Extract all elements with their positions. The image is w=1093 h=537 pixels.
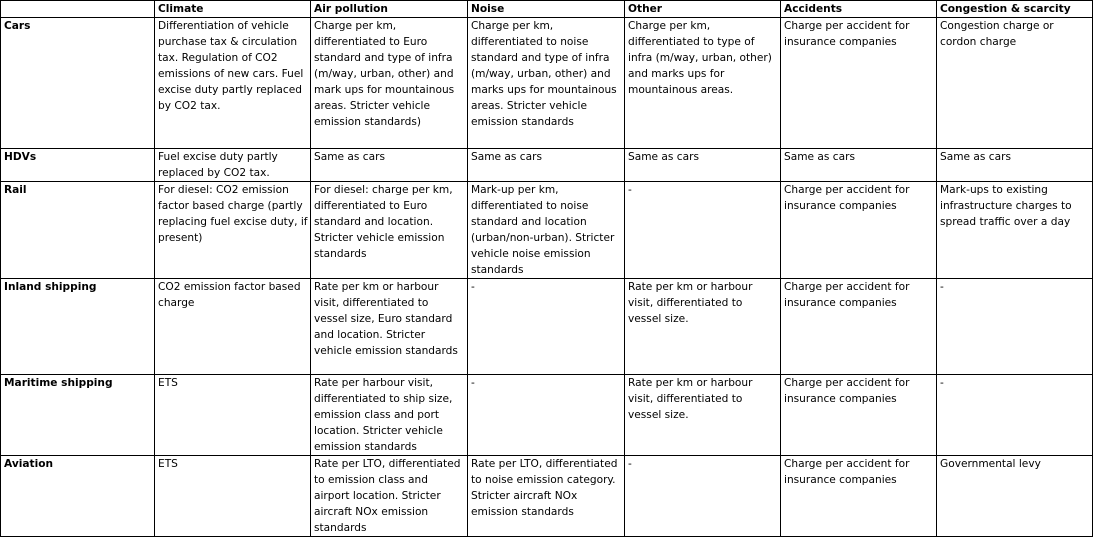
header-climate: Climate — [155, 1, 311, 18]
table-cell: Charge per km, differentiated to Euro standard and type of infra (m/way, urban, other) and mark ups for mountainous areas. Stricter vehicle emission standards) — [311, 18, 468, 149]
row-label: HDVs — [1, 149, 155, 182]
row-label: Cars — [1, 18, 155, 149]
table-cell: Same as cars — [937, 149, 1093, 182]
table-cell: Rate per LTO, differentiated to noise emission category. Stricter aircraft NOx emission standards — [468, 456, 625, 537]
table-cell: Rate per km or harbour visit, differentiated to vessel size. — [625, 375, 781, 456]
table-cell: Charge per accident for insurance companies — [781, 456, 937, 537]
header-other: Other — [625, 1, 781, 18]
table-cell: Rate per harbour visit, differentiated to ship size, emission class and port location. Stricter vehicle emission standards — [311, 375, 468, 456]
table-cell: Governmental levy — [937, 456, 1093, 537]
table-cell: - — [625, 456, 781, 537]
table-cell: Charge per accident for insurance companies — [781, 18, 937, 149]
header-air-pollution: Air pollution — [311, 1, 468, 18]
table-cell: For diesel: CO2 emission factor based charge (partly replacing fuel excise duty, if present) — [155, 182, 311, 279]
table-cell: ETS — [155, 456, 311, 537]
header-congestion-scarcity: Congestion & scarcity — [937, 1, 1093, 18]
table-cell: Charge per accident for insurance companies — [781, 375, 937, 456]
table-cell: Same as cars — [625, 149, 781, 182]
table-row — [1, 18, 1093, 149]
table-row — [1, 182, 1093, 279]
table-cell: Congestion charge or cordon charge — [937, 18, 1093, 149]
table-cell: Mark-ups to existing infrastructure charges to spread traffic over a day — [937, 182, 1093, 279]
table-cell: - — [937, 279, 1093, 375]
row-label: Inland shipping — [1, 279, 155, 375]
table-cell: For diesel: charge per km, differentiated to Euro standard and location. Stricter vehicle emission standards — [311, 182, 468, 279]
table-cell: - — [937, 375, 1093, 456]
table-cell: Rate per LTO, differentiated to emission class and airport location. Stricter aircraft NOx emission standards — [311, 456, 468, 537]
table-cell: - — [468, 375, 625, 456]
header-noise: Noise — [468, 1, 625, 18]
table-row — [1, 149, 1093, 182]
table-cell: - — [468, 279, 625, 375]
row-label: Rail — [1, 182, 155, 279]
table-cell: ETS — [155, 375, 311, 456]
table-cell: Charge per accident for insurance companies — [781, 182, 937, 279]
row-label: Aviation — [1, 456, 155, 537]
header-row — [1, 1, 1093, 18]
table-cell: Rate per km or harbour visit, differentiated to vessel size, Euro standard and location. Stricter vehicle emission standards — [311, 279, 468, 375]
row-label: Maritime shipping — [1, 375, 155, 456]
table-row — [1, 456, 1093, 537]
table-cell: Same as cars — [311, 149, 468, 182]
table-cell: CO2 emission factor based charge — [155, 279, 311, 375]
table-cell: Charge per km, differentiated to type of infra (m/way, urban, other) and marks ups for mountainous areas. — [625, 18, 781, 149]
table-cell: Rate per km or harbour visit, differentiated to vessel size. — [625, 279, 781, 375]
header-corner — [1, 1, 155, 18]
table-cell: Same as cars — [781, 149, 937, 182]
table-cell: Charge per accident for insurance companies — [781, 279, 937, 375]
table-cell: Fuel excise duty partly replaced by CO2 tax. — [155, 149, 311, 182]
table-cell: Mark-up per km, differentiated to noise standard and location (urban/non-urban). Stricter vehicle noise emission standards — [468, 182, 625, 279]
header-accidents: Accidents — [781, 1, 937, 18]
table-cell: - — [625, 182, 781, 279]
table-cell: Charge per km, differentiated to noise standard and type of infra (m/way, urban, other) and marks ups for mountainous areas. Stricter vehicle emission standards — [468, 18, 625, 149]
table-row — [1, 375, 1093, 456]
table-cell: Differentiation of vehicle purchase tax & circulation tax. Regulation of CO2 emissions of new cars. Fuel excise duty partly replaced by CO2 tax. — [155, 18, 311, 149]
table-row — [1, 279, 1093, 375]
table-cell: Same as cars — [468, 149, 625, 182]
